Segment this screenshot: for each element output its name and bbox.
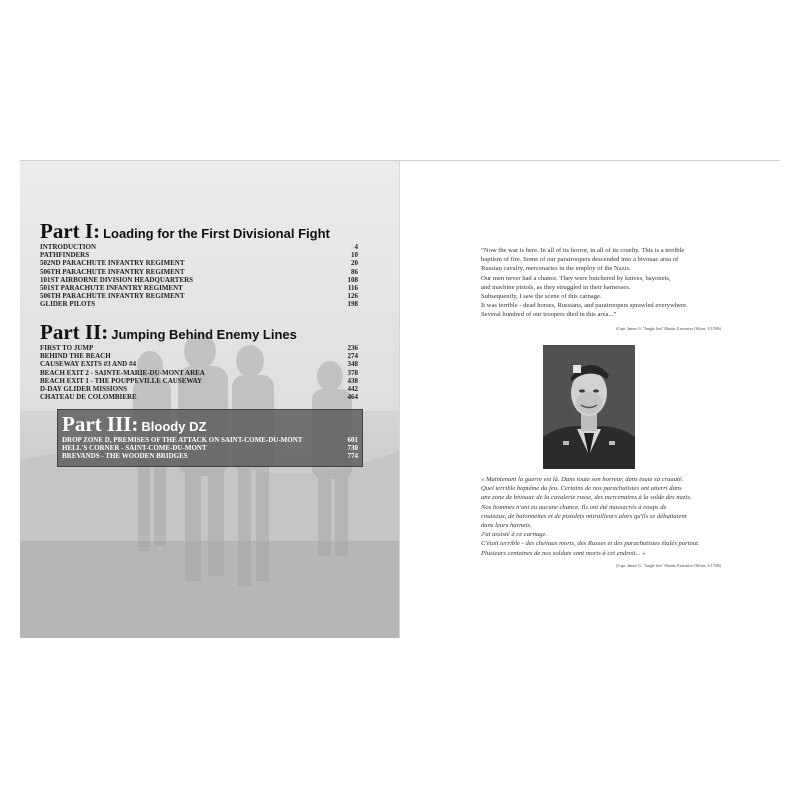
- toc-entry-page: 442: [347, 384, 358, 393]
- toc-entry: [40, 369, 358, 377]
- part-3-name: Bloody DZ: [141, 419, 207, 434]
- quote-line: Several hundred of our troopers died in this area...”: [481, 311, 617, 319]
- toc-entry: [40, 352, 358, 360]
- quote-line: « Maintenant la guerre est là. Dans toute son horreur, dans toute sa cruauté.: [481, 476, 684, 483]
- part-1-number: Part I:: [40, 219, 101, 243]
- toc-entry-page: 116: [347, 283, 358, 292]
- toc-entry: [40, 393, 358, 401]
- toc-entry-label: CAUSEWAY EXITS #3 AND #4: [40, 360, 136, 369]
- toc-entry-label: BEACH EXIT 2 - SAINTE-MARIE-DU-MONT AREA: [40, 368, 205, 377]
- toc-entry-label: PATHFINDERS: [40, 251, 90, 260]
- quote-line: and machine pistols, as they struggled in their harnesses.: [481, 283, 631, 291]
- toc-entry-label: 502ND PARACHUTE INFANTRY REGIMENT: [40, 259, 185, 268]
- toc-entry-label: DROP ZONE D, PREMISES OF THE ATTACK ON SAINT-COME-DU-MONT: [62, 436, 303, 444]
- part-2-contents: [40, 344, 358, 401]
- quote-line: Subsequently, I saw the scene of this carnage.: [481, 293, 602, 301]
- toc-entry-label: GLIDER PILOTS: [40, 300, 96, 309]
- officer-portrait-photo: [543, 345, 635, 469]
- toc-entry: [62, 452, 358, 460]
- toc-entry: [40, 243, 358, 251]
- toc-entry: [40, 292, 358, 300]
- toc-entry-page: 378: [347, 368, 358, 377]
- quote-line: J'ai assisté à ce carnage.: [481, 531, 548, 539]
- english-quote: [481, 246, 721, 320]
- toc-entry-page: 10: [351, 251, 358, 260]
- toc-entry: [40, 276, 358, 284]
- toc-entry-label: FIRST TO JUMP: [40, 344, 94, 352]
- part-3-number: Part III:: [62, 412, 139, 436]
- toc-entry-label: CHATEAU DE COLOMBIERE: [40, 393, 137, 402]
- quote-line: Our men never had a chance. They were butchered by knives, bayonets,: [481, 274, 671, 282]
- english-quote-attribution: (Capt. James G. "Jungle Jim" Martin, Executive Officer, 3/1/506): [616, 326, 721, 331]
- quote-line: C'était terrible - des chevaux morts, des Russes et des parachutistes étalés partout.: [481, 540, 700, 548]
- toc-entry-page: 20: [351, 259, 358, 268]
- quote-line: couteaux, de baïonnettes et de pistolets mitrailleurs alors qu'ils se débattaient: [481, 512, 687, 520]
- toc-entry-label: BREVANDS - THE WOODEN BRIDGES: [62, 452, 188, 461]
- toc-entry-label: 506TH PARACHUTE INFANTRY REGIMENT: [40, 292, 185, 301]
- part-1-contents: [40, 243, 358, 309]
- toc-entry: [40, 268, 358, 276]
- toc-entry-page: 126: [347, 292, 358, 301]
- quote-line: une zone de bivouac de la cavalerie russe, des mercenaires à la solde des nazis.: [481, 494, 692, 502]
- toc-entry: [40, 377, 358, 385]
- part-3-contents: [62, 436, 358, 461]
- toc-entry-label: 101ST AIRBORNE DIVISION HEADQUARTERS: [40, 275, 194, 284]
- toc-entry-label: 501ST PARACHUTE INFANTRY REGIMENT: [40, 283, 183, 292]
- toc-entry-page: 274: [347, 352, 358, 361]
- toc-entry: [40, 360, 358, 368]
- quote-line: It was terrible - dead horses, Russians, and paratroopers sprawled everywhere.: [481, 302, 688, 310]
- toc-entry-page: 601: [347, 436, 358, 444]
- toc-entry-label: HELL'S CORNER - SAINT-COME-DU-MONT: [62, 444, 207, 453]
- toc-entry: [40, 284, 358, 292]
- toc-entry: [40, 251, 358, 259]
- quote-line: “Now the war is here. In all of its horror, in all of its cruelty. This is a terrible: [481, 247, 685, 254]
- quote-line: Plusieurs centaines de nos soldats sont morts à cet endroit... »: [481, 549, 646, 557]
- part-1-title: [40, 219, 330, 244]
- toc-entry-page: 774: [347, 452, 358, 461]
- toc-entry: [62, 444, 358, 452]
- toc-entry-page: 730: [347, 444, 358, 453]
- toc-entry-label: 506TH PARACHUTE INFANTRY REGIMENT: [40, 267, 185, 276]
- quote-line: Quel terrible baptême du feu. Certains de nos parachutistes ont atterri dans: [481, 485, 682, 493]
- part-2-number: Part II:: [40, 320, 109, 344]
- toc-entry: [40, 344, 358, 352]
- quote-line: Nos hommes n'ont eu aucune chance. Ils ont été massacrés à coups de: [481, 503, 667, 511]
- toc-entry-page: 348: [347, 360, 358, 369]
- part-3-highlight-box: [57, 409, 363, 467]
- toc-entry-page: 4: [354, 243, 358, 251]
- french-quote: [481, 475, 721, 558]
- part-3-title: [62, 412, 206, 437]
- part-2-title: [40, 320, 297, 345]
- toc-entry-page: 464: [347, 393, 358, 402]
- quote-line: baptism of fire. Some of our paratroopers descended into a bivouac area of: [481, 256, 679, 264]
- toc-entry-label: BEACH EXIT 1 - THE POUPPEVILLE CAUSEWAY: [40, 376, 203, 385]
- toc-entry-page: 438: [347, 376, 358, 385]
- toc-entry: [40, 385, 358, 393]
- quote-line: Russian cavalry, mercenaries in the employ of the Nazis.: [481, 265, 631, 273]
- spread-gutter: [399, 160, 400, 638]
- toc-entry-label: D-DAY GLIDER MISSIONS: [40, 384, 128, 393]
- part-2-name: Jumping Behind Enemy Lines: [111, 327, 297, 342]
- toc-entry-page: 108: [347, 275, 358, 284]
- toc-entry: [40, 259, 358, 267]
- toc-entry-page: 236: [347, 344, 358, 352]
- toc-entry-page: 86: [351, 267, 358, 276]
- toc-entry-label: BEHIND THE BEACH: [40, 352, 111, 361]
- part-1-name: Loading for the First Divisional Fight: [103, 226, 330, 241]
- toc-entry-page: 198: [347, 300, 358, 309]
- toc-entry-label: INTRODUCTION: [40, 243, 97, 251]
- french-quote-attribution: (Capt. James G. "Jungle Jim" Martin, Executive Officer, 3/1/506): [616, 563, 721, 568]
- quote-line: dans leurs harnais.: [481, 522, 532, 530]
- toc-entry: [40, 300, 358, 308]
- toc-entry: [62, 436, 358, 444]
